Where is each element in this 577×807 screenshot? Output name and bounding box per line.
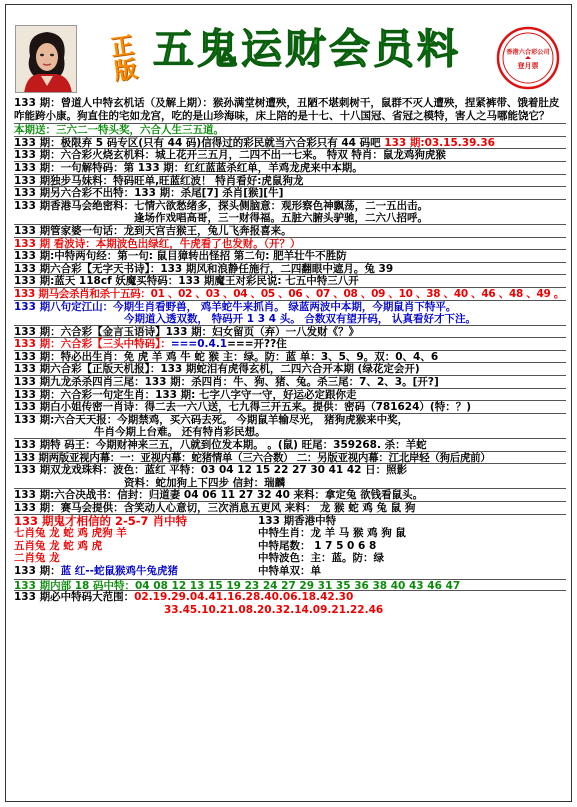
line-tip-35-numbers-2: 33.45.10.21.08.20.32.14.09.21.22.46	[164, 603, 384, 616]
svg-text:香港六合彩公司: 香港六合彩公司	[506, 49, 550, 56]
line-tip-30: 七肖兔 龙 蛇 鸡 虎狗 羊	[14, 527, 127, 540]
line-tip-19: 133 期六合彩【正版天机报】：133 期蛇泪有虎得玄机，二四六合开本期 (绿花定会开)	[14, 363, 566, 376]
line-tip-35-label: 133 期必中特码大范围：	[14, 591, 135, 604]
content	[14, 97, 566, 616]
line-tip-22: 133 期白小姐传密一肖诗：得二去一六八送，七九得三开五来。提供：密码（781624）(特：？)	[14, 401, 566, 414]
line-tip-17-code: ===0.4.1	[170, 338, 228, 351]
line-tip-1: 133 期：曾道人中特玄机话（及解上期）：猴孙满堂树遭殃，丑陋不堪刺树干，鼠群不灭人遭殃，捏紧裤带、饿着肚皮咋能跨小康。狗直住的宅如龙宫，吃的是山珍海味，床上陪的是十七、十八国冠、省冠之模特，害人之马哪能饶它？	[14, 97, 566, 124]
line-tip-11: 133 期:中特两句经：第一句: 鼠目獐转出怪招 第二句: 肥羊壮牛不胜防	[14, 250, 566, 263]
line-tip-4: 133 期：六合彩火烧玄机料：城上花开三五月，二四不出一七来。 特双 特肖：鼠龙鸡狗虎猴	[14, 149, 566, 162]
line-tip-12: 133 期六合彩【无字天书诗】：133 期风和浪静任施行，二四翻眼中遮月。兔 39	[14, 263, 566, 276]
line-tip-33-label: 133 期：	[14, 564, 61, 577]
hk-wave-color: 中特波色：主：蓝。防：绿	[258, 552, 384, 565]
line-tip-26a: 133 期双龙戏珠料：波色：蓝红 平特：03 04 12 15 22 27 30 41 42 日：照影	[14, 464, 408, 477]
line-tip-34	[14, 579, 566, 592]
logo-word: 正版	[108, 31, 139, 86]
line-tip-28: 133 期：赛马会提供：含笑动人心意切，三次消息五更风 来料： 龙 猴 蛇 鸡 兔 鼠 狗	[14, 502, 566, 515]
hk-zodiac: 中特生肖：龙 羊 马 猴 鸡 狗 鼠	[258, 527, 406, 540]
line-tip-8a: 133 期香港马会绝密料：七情六欲愁绪多，探头侧脑意：观形察色神飘荡，二一五出击。	[14, 199, 429, 212]
line-tip-20: 133 期九龙杀杀四肖三尾：133 期：杀四肖：牛、狗、猪、兔。杀三尾：7、2、3。[开?]	[14, 376, 566, 389]
line-tip-24: 133 期特 码王：今期财神来三五，八就到位发本期。 。(鼠) 旺尾：359268. 杀：羊蛇	[14, 439, 566, 452]
hk-special-box	[258, 515, 558, 578]
hk-odd-even: 中特单双：单	[258, 564, 321, 577]
line-tip-21: 133 期：六合彩一句定生肖：133 期: 七字八字守一守，好运必定跟你走	[14, 389, 566, 402]
line-tip-3	[14, 137, 566, 150]
line-tip-8b: 逢场作戏唱高哥，三一财得福。五脏六腑头驴驰，二六八招呼。	[14, 212, 566, 225]
hk-title: 133 期香港中特	[258, 514, 337, 527]
svg-text:登月票: 登月票	[517, 62, 539, 70]
line-tip-7: 133 期另六合彩不出特：133 期：杀尾[7] 杀肖[猴][牛]	[14, 187, 566, 200]
line-tip-31: 五肖兔 龙 蛇 鸡 虎	[14, 539, 103, 552]
line-tip-5: 133 期：一句解特码：第 133 期：红红蓝蓝杀红单，羊鸡龙虎来中本期。	[14, 162, 566, 175]
line-tip-15b: 今期道入透双数， 特码开 1 3 4 头。 合数双有望开码， 认真看好才下注。	[14, 313, 566, 326]
line-tip-13: 133 期:蓝天 118cf 妖魔买特码：133 期魔王对彩民说: 七五中特三八开	[14, 275, 566, 288]
line-tip-34-text: 133 期内部 18 码中特：04 08 12 13 15 19 23 24 27 29 31 35 36 38 40 43 46 47	[14, 579, 461, 592]
line-tip-18: 133 期：特必出生肖：免 虎 羊 鸡 牛 蛇 猴 主：绿。防：蓝 单：3、5、9。双：0、4、6	[14, 351, 566, 364]
line-tip-23a: 133 期:六合天天报：今期禁鸡，买六码去死。 今期鼠羊输尽光， 猪狗虎猴来中奖，	[14, 413, 409, 426]
line-tip-6: 133 期独步马妹料：特码旺单,旺蓝红波！ 特肖看好:虎鼠狗龙	[14, 175, 566, 188]
line-tip-3-text: 133 期：极限弃 5 码专区(只有 44 码)信得过的彩民就当六合彩只有 44 码吧	[14, 136, 381, 149]
line-tip-29: 133 期鬼才相信的 2-5-7 肖中特	[14, 513, 188, 528]
line-tip-9: 133 期管家婆一句话：龙到天宫吉猴王，兔儿飞奔报喜来。	[14, 225, 566, 238]
line-tip-32: 二肖兔 龙	[14, 552, 60, 565]
header	[6, 5, 571, 97]
line-tip-15a: 133 期八句定江山：今期生肖看野兽， 鸡羊蛇牛来抓肖。 绿蓝两波中本期，今期鼠肖下特平。	[14, 300, 457, 313]
seal-stamp-icon	[495, 25, 561, 91]
portrait-image	[15, 25, 77, 93]
line-tip-33-text: 蓝 红--蛇鼠猴鸡牛兔虎猪	[60, 564, 178, 577]
line-tip-27: 133 期:六合决战书：信封：归道妻 04 06 11 27 32 40 来料：拿定兔 欲钱看鼠头。	[14, 489, 566, 502]
line-tip-10: 133 期 看波诗：本期波色出绿红，牛虎看了也发财。（开？）	[14, 238, 566, 251]
line-tip-25: 133 期两版亚视内幕：一：亚视内幕：蛇猪情单（三六合数） 二：另版亚视内幕：江北岸轻（狗后虎前）	[14, 452, 566, 465]
line-tip-2: 本期送：三六二一特头奖，六合人生三五道。	[14, 124, 566, 137]
bottom-block	[14, 515, 566, 579]
line-tip-23b: 牛肖今期上台难。 还有特肖彩民想。	[14, 426, 566, 439]
document-page	[5, 4, 572, 802]
line-tip-17-tail: ===开??住	[227, 338, 287, 351]
line-tip-14: 133 期马会杀肖和杀十五码：01 、02 、03 、04 、05 、06 、07 、08 、09 、10 、38 、40 、46 、48 、49 。	[14, 287, 565, 300]
line-tip-35	[14, 591, 566, 604]
line-tip-16: 133 期：六合彩【金言玉语诗】133 期：妇女留页（弃）一八发财《？》	[14, 326, 566, 339]
hk-tail-numbers: 中特尾数： 1 7 5 0 6 8	[258, 539, 377, 552]
line-tip-17	[14, 338, 566, 351]
page-title: 五鬼运财会员料	[153, 25, 461, 73]
line-tip-3-numbers: 133 期:03.15.39.36	[384, 136, 495, 149]
line-tip-35-numbers-1: 02.19.29.04.41.16.28.40.06.18.42.30	[134, 591, 354, 604]
line-tip-26b: 资料：蛇加狗上下四步 信封：瑞麟	[14, 477, 566, 490]
line-tip-17-label: 133 期：六合彩【三头中特码】：	[14, 338, 171, 351]
